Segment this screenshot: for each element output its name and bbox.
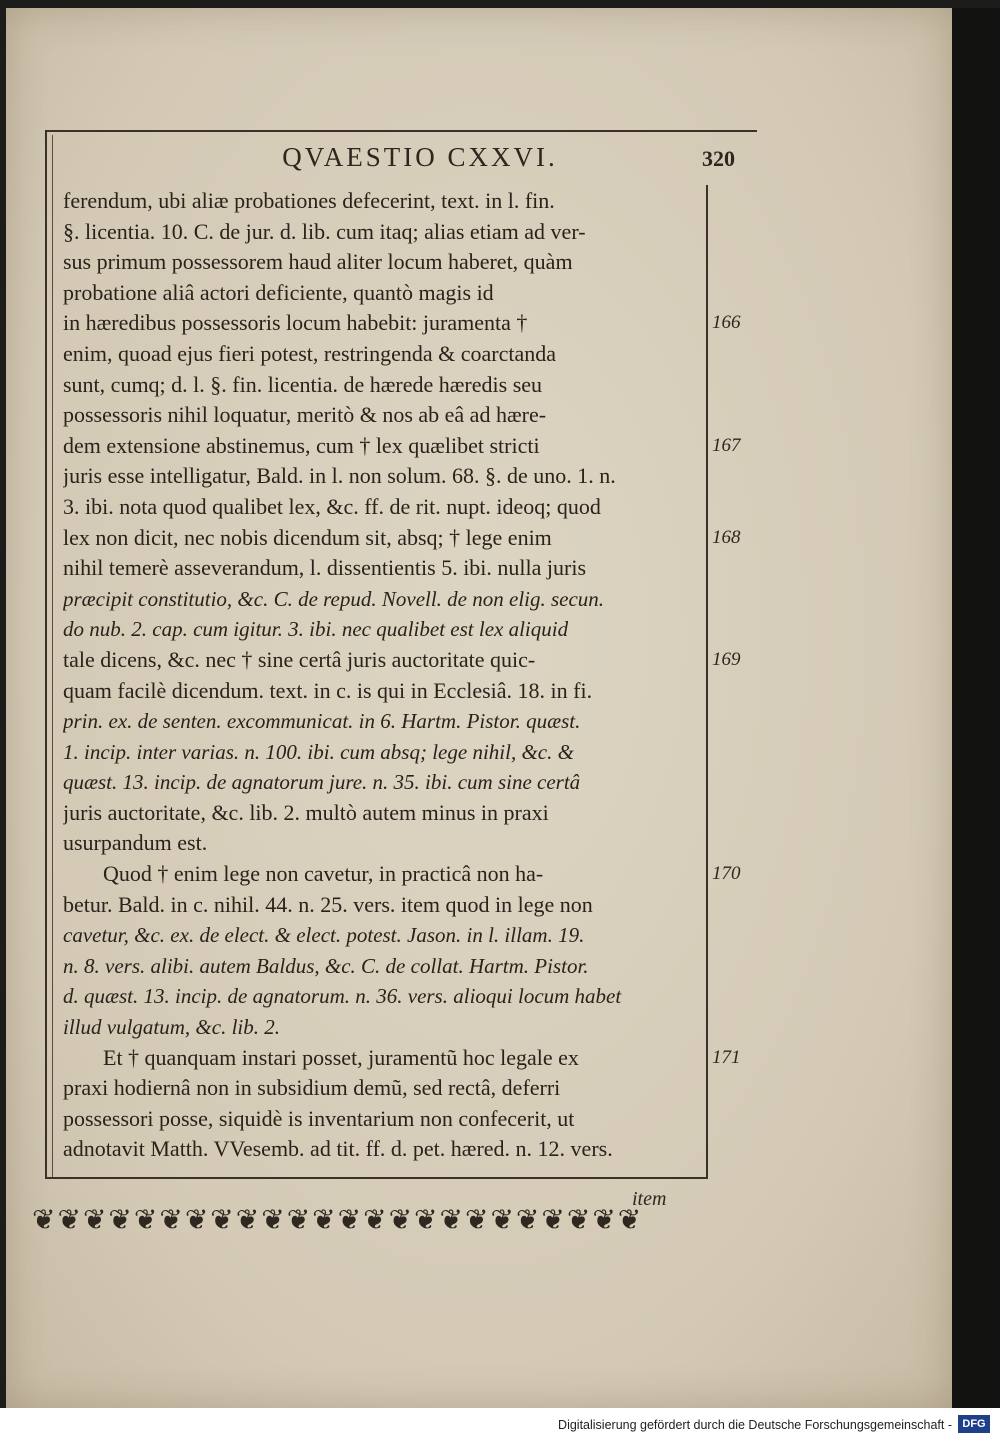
marginal-number: 170 (712, 863, 741, 885)
marginal-number: 166 (712, 312, 741, 334)
fleuron-icon: ❦ (286, 1205, 311, 1236)
fleuron-icon: ❦ (184, 1205, 209, 1236)
text-line: dem extensione abstinemus, cum † lex quælibet stricti (63, 432, 540, 458)
fleuron-icon: ❦ (439, 1205, 463, 1236)
text-line: cavetur, &c. ex. de elect. & elect. potest. Jason. in l. illam. 19. (63, 923, 585, 948)
margin-divider-rule (706, 185, 708, 1179)
text-line: do nub. 2. cap. cum igitur. 3. ibi. nec qualibet est lex aliquid (63, 617, 569, 642)
text-line: juris esse intelligatur, Bald. in l. non solum. 68. §. de uno. 1. n. (63, 463, 616, 489)
text-line: n. 8. vers. alibi. autem Baldus, &c. C. de collat. Hartm. Pistor. (63, 953, 589, 978)
ornament-border (32, 1203, 732, 1253)
footer-rule (45, 1177, 707, 1179)
fleuron-icon: ❦ (363, 1205, 387, 1236)
fleuron-icon: ❦ (261, 1205, 285, 1236)
marginal-number: 171 (712, 1046, 741, 1068)
header-rule (45, 130, 757, 132)
text-line: possessori posse, siquidè is inventarium non confecerit, ut (63, 1105, 575, 1131)
text-line: usurpandum est. (63, 830, 208, 856)
marginal-number: 167 (712, 434, 741, 456)
text-line: in hæredibus possessoris locum habebit: juramenta † (63, 310, 528, 336)
fleuron-icon: ❦ (159, 1205, 183, 1236)
scan-dark-edge (952, 8, 1000, 1408)
fleuron-icon: ❦ (617, 1205, 642, 1236)
marginal-number: 169 (712, 649, 741, 670)
text-line: §. licentia. 10. C. de jur. d. lib. cum itaq; alias etiam ad ver- (63, 218, 586, 244)
text-line: 3. ibi. nota quod qualibet lex, &c. ff. de rit. nupt. ideoq; quod (63, 493, 601, 519)
text-line: nihil temerè asseverandum, l. dissentientis 5. ibi. nulla juris (63, 555, 587, 581)
text-line: enim, quoad ejus fieri potest, restringenda & coarctanda (63, 340, 556, 366)
fleuron-icon: ❦ (414, 1205, 438, 1236)
text-line: Quod † enim lege non cavetur, in practicâ non ha- (103, 861, 544, 887)
catchword: item (632, 1188, 667, 1210)
page-number: 320 (702, 146, 735, 171)
fleuron-icon: ❦ (108, 1205, 132, 1236)
text-line: possessoris nihil loquatur, meritò & nos ab eâ ad hære- (63, 402, 547, 428)
text-line: sus primum possessorem haud aliter locum haberet, quàm (63, 249, 573, 275)
text-line: præcipit constitutio, &c. C. de repud. Novell. de non elig. secun. (63, 586, 605, 611)
fleuron-icon: ❦ (82, 1205, 107, 1236)
marginal-number: 168 (712, 526, 741, 548)
fleuron-icon: ❦ (235, 1205, 260, 1236)
page-heading: QVAESTIO CXXVI. (282, 142, 558, 172)
body-text (63, 186, 703, 1165)
fleuron-icon: ❦ (592, 1205, 616, 1236)
text-line: ferendum, ubi aliæ probationes defecerint, text. in l. fin. (63, 188, 555, 213)
dfg-logo: DFG (958, 1415, 990, 1433)
fleuron-icon: ❦ (464, 1205, 489, 1236)
fleuron-icon: ❦ (515, 1205, 540, 1236)
footer-bar (0, 1408, 1000, 1443)
text-line: Et † quanquam instari posset, juramentũ hoc legale ex (103, 1044, 579, 1070)
text-line: praxi hodiernâ non in subsidium demũ, sed rectâ, deferri (63, 1075, 561, 1101)
text-line: tale dicens, &c. nec † sine certâ juris auctoritate quic- (63, 646, 536, 672)
text-line: prin. ex. de senten. excommunicat. in 6. Hartm. Pistor. quæst. (63, 709, 581, 734)
text-line: lex non dicit, nec nobis dicendum sit, absq; † lege enim (63, 524, 552, 550)
text-line: betur. Bald. in c. nihil. 44. n. 25. vers. item quod in lege non (63, 891, 593, 917)
text-line: d. quæst. 13. incip. de agnatorum. n. 36. vers. alioqui locum habet (63, 984, 622, 1009)
text-line: probatione aliâ actori deficiente, quantò magis id (63, 279, 494, 305)
fleuron-icon: ❦ (490, 1205, 514, 1236)
fleuron-icon: ❦ (312, 1205, 336, 1236)
fleuron-icon: ❦ (337, 1205, 362, 1236)
text-line: quam facilè dicendum. text. in c. is qui in Ecclesiâ. 18. in fi. (63, 677, 593, 703)
text-line: quæst. 13. incip. de agnatorum jure. n. 35. ibi. cum sine certâ (63, 770, 581, 795)
text-line: juris auctoritate, &c. lib. 2. multò autem minus in praxi (63, 799, 549, 825)
fleuron-icon: ❦ (57, 1205, 81, 1236)
fleuron-icon: ❦ (133, 1205, 158, 1236)
funding-credit: Digitalisierung gefördert durch die Deutsche Forschungsgemeinschaft - (558, 1418, 952, 1432)
fleuron-icon: ❦ (388, 1205, 413, 1236)
text-line: 1. incip. inter varias. n. 100. ibi. cum absq; lege nihil, &c. & (63, 739, 574, 764)
fleuron-icon: ❦ (541, 1205, 565, 1236)
left-frame-rule (45, 130, 47, 1179)
text-line: sunt, cumq; d. l. §. fin. licentia. de hærede hæredis seu (63, 371, 543, 397)
fleuron-icon: ❦ (210, 1205, 234, 1236)
left-inner-rule (52, 135, 53, 1179)
fleuron-icon: ❦ (32, 1205, 56, 1236)
text-line: adnotavit Matth. VVesemb. ad tit. ff. d. pet. hæred. n. 12. vers. (63, 1136, 613, 1162)
fleuron-icon: ❦ (566, 1205, 591, 1236)
text-line: illud vulgatum, &c. lib. 2. (63, 1015, 280, 1040)
